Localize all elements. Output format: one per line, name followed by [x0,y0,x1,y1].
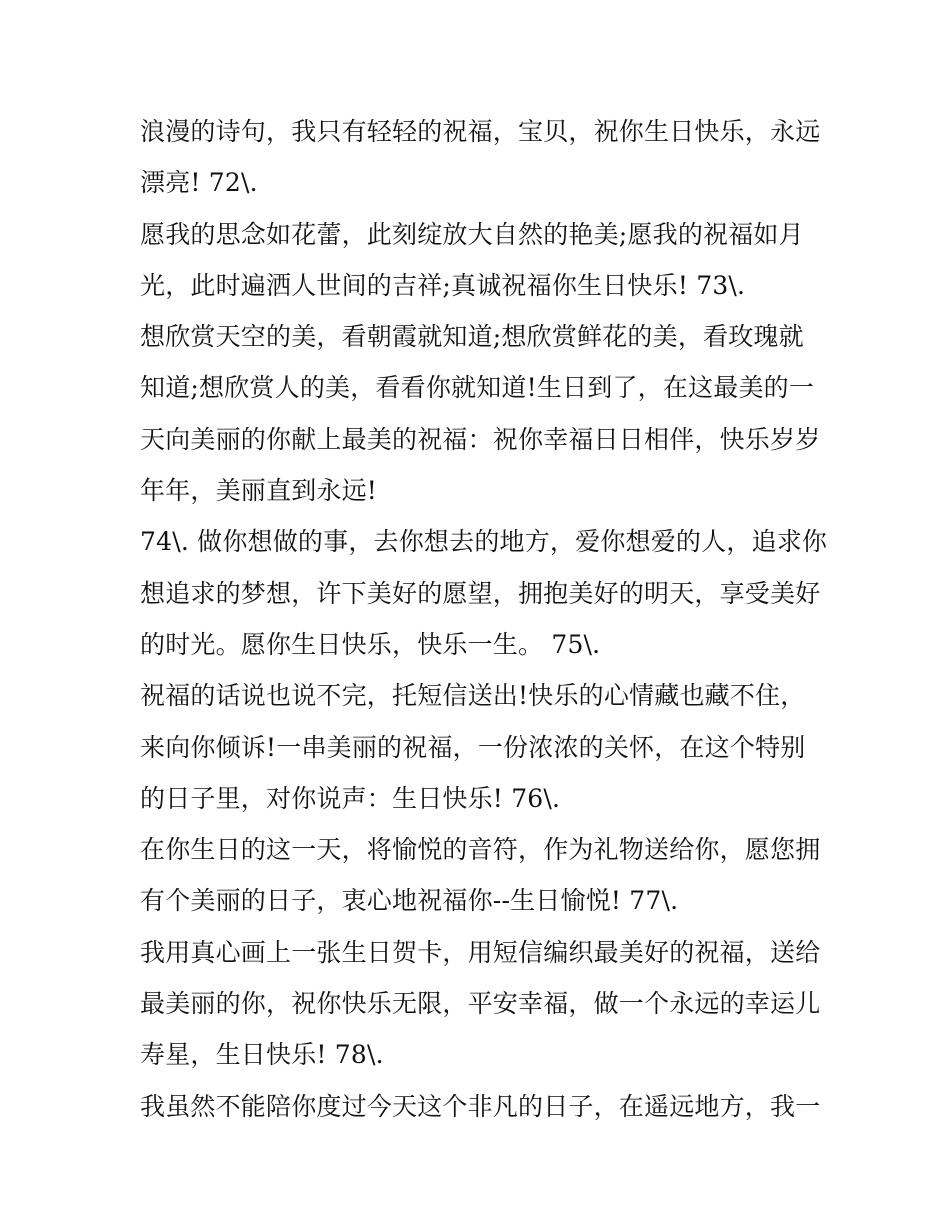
text-line: 的日子里，对你说声：生日快乐! 76\. [140,783,561,813]
text-line: 愿我的思念如花蕾，此刻绽放大自然的艳美;愿我的祝福如月 [140,219,804,249]
text-line: 想追求的梦想，许下美好的愿望，拥抱美好的明天，享受美好 [140,578,821,608]
text-line: 最美丽的你，祝你快乐无限，平安幸福，做一个永远的幸运儿 [140,989,821,1019]
text-line: 浪漫的诗句，我只有轻轻的祝福，宝贝，祝你生日快乐，永远 [140,117,821,146]
text-line: 想欣赏天空的美，看朝霞就知道;想欣赏鲜花的美，看玫瑰就 [140,322,804,352]
text-line: 天向美丽的你献上最美的祝福：祝你幸福日日相伴，快乐岁岁 [140,424,821,454]
text-line: 我用真心画上一张生日贺卡，用短信编织最美好的祝福，送给 [140,937,821,967]
text-line: 光，此时遍洒人世间的吉祥;真诚祝福你生日快乐! 73\. [140,270,746,300]
text-line: 74\. 做你想做的事，去你想去的地方，爱你想爱的人，追求你 [140,527,828,557]
text-line: 漂亮! 72\. [140,168,258,198]
text-line: 知道;想欣赏人的美，看看你就知道!生日到了，在这最美的一 [140,373,815,403]
text-line: 我虽然不能陪你度过今天这个非凡的日子，在遥远地方，我一 [140,1091,821,1121]
text-line: 年年，美丽直到永远! [140,476,378,506]
text-line: 来向你倾诉!一串美丽的祝福，一份浓浓的关怀，在这个特别 [140,732,806,762]
text-line: 在你生日的这一天，将愉悦的音符，作为礼物送给你，愿您拥 [140,835,821,865]
text-line: 有个美丽的日子，衷心地祝福你--生日愉悦! 77\. [140,886,679,916]
text-line: 祝福的话说也说不完，托短信送出!快乐的心情藏也藏不住， [140,681,806,711]
text-line: 的时光。愿你生日快乐，快乐一生。 75\. [140,629,601,659]
body-text [140,106,828,1132]
text-line: 寿星，生日快乐! 78\. [140,1040,384,1070]
